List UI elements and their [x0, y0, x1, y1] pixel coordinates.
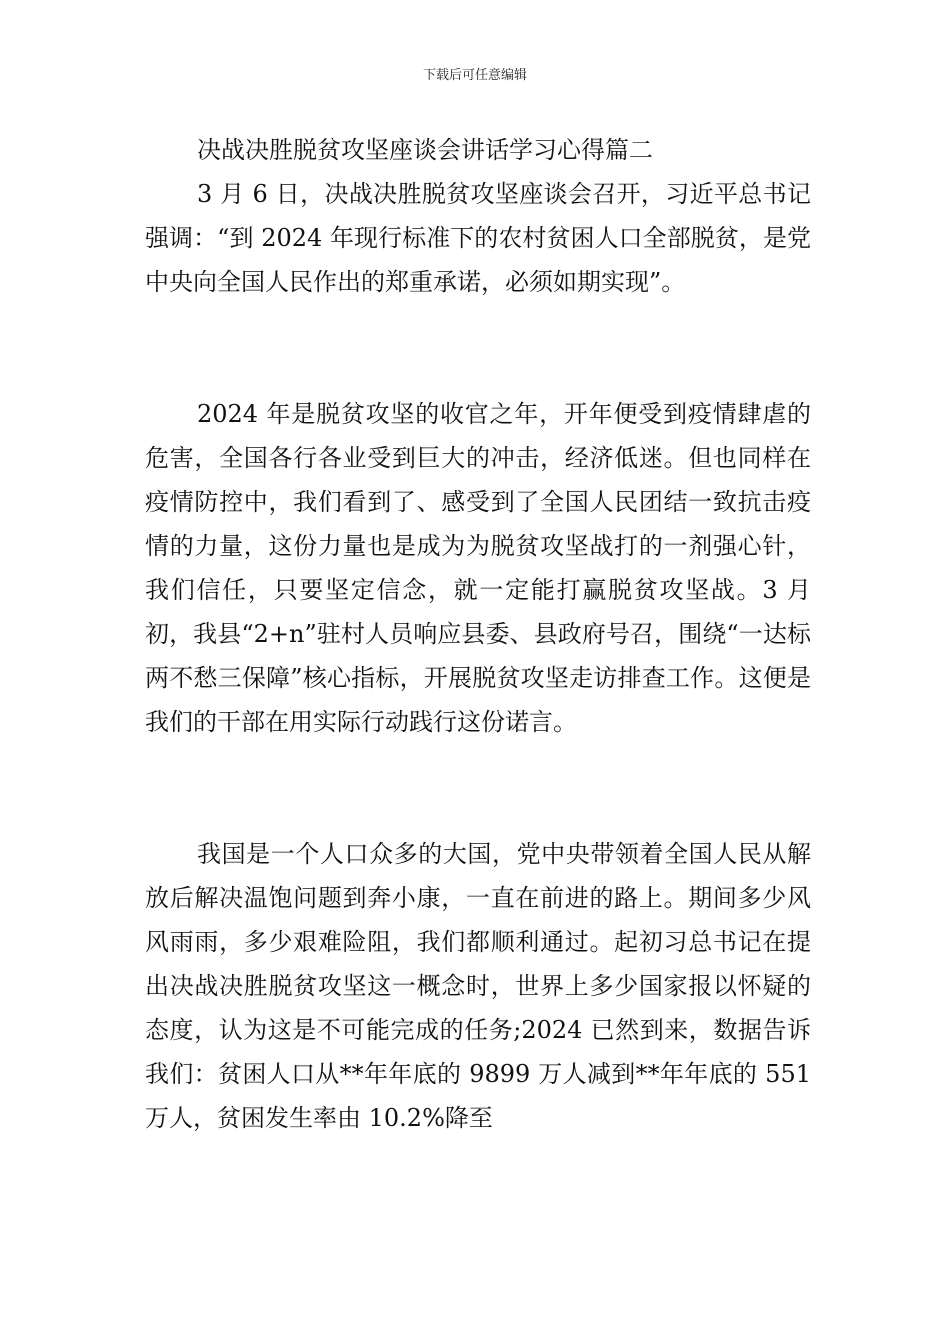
document-title: 决战决胜脱贫攻坚座谈会讲话学习心得篇二	[197, 136, 653, 164]
paragraph-spacer	[145, 744, 811, 832]
paragraph-3: 我国是一个人口众多的大国，党中央带领着全国人民从解放后解决温饱问题到奔小康，一直在前进的路上。期间多少风风雨雨，多少艰难险阻，我们都顺利通过。起初习总书记在提出决战决胜脱贫攻坚这一概念时，世界上多少国家报以怀疑的态度，认为这是不可能完成的任务;2024 已然到来，数据告诉我们：贫困人口从**年年底的 9899 万人减到**年年底的 551 万人，贫困发生率由 10.2%降至	[145, 840, 811, 1132]
paragraph-1: 3 月 6 日，决战决胜脱贫攻坚座谈会召开，习近平总书记强调：“到 2024 年现行标准下的农村贫困人口全部脱贫，是党中央向全国人民作出的郑重承诺，必须如期实现”。	[145, 180, 811, 296]
paragraph-spacer	[145, 304, 811, 392]
paragraph-2: 2024 年是脱贫攻坚的收官之年，开年便受到疫情肆虐的危害，全国各行各业受到巨大的冲击，经济低迷。但也同样在疫情防控中，我们看到了、感受到了全国人民团结一致抗击疫情的力量，这份力量也是成为为脱贫攻坚战打的一剂强心针，我们信任，只要坚定信念，就一定能打赢脱贫攻坚战。3 月初，我县“2+n”驻村人员响应县委、县政府号召，围绕“一达标两不愁三保障”核心指标，开展脱贫攻坚走访排查工作。这便是我们的干部在用实际行动践行这份诺言。	[145, 400, 811, 736]
page-header-note: 下载后可任意编辑	[422, 68, 527, 83]
document-body	[145, 128, 811, 1140]
